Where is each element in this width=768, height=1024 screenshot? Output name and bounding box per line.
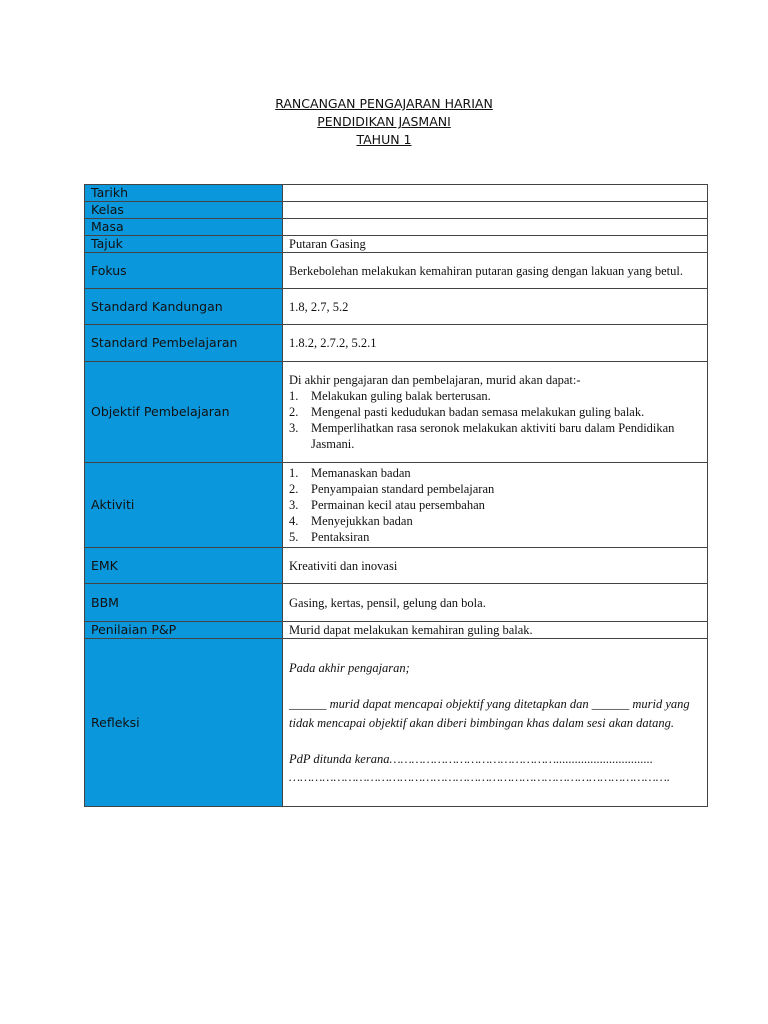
row-standard-kandungan [85,289,708,325]
value-bbm: Gasing, kertas, pensil, gelung dan bola. [283,584,708,622]
document-heading [0,95,768,149]
lesson-plan-table [84,184,708,807]
value-tarikh [283,185,708,202]
row-bbm [85,584,708,622]
list-item [289,388,701,404]
list-item [289,481,701,497]
list-item [289,420,701,452]
label-standard-pembelajaran: Standard Pembelajaran [85,325,283,362]
label-tajuk: Tajuk [85,236,283,253]
row-kelas [85,202,708,219]
value-aktiviti [283,463,708,548]
value-fokus: Berkebolehan melakukan kemahiran putaran gasing dengan lakuan yang betul. [283,253,708,289]
list-number: 3. [289,421,299,435]
value-masa [283,219,708,236]
value-kelas [283,202,708,219]
heading-year: TAHUN 1 [356,132,412,147]
label-refleksi: Refleksi [85,639,283,807]
row-refleksi [85,639,708,807]
value-refleksi [283,639,708,807]
label-bbm: BBM [85,584,283,622]
list-number: 2. [289,482,299,496]
list-number: 5. [289,530,299,544]
aktiviti-list [289,465,701,545]
value-penilaian: Murid dapat melakukan kemahiran guling balak. [283,622,708,639]
objektif-intro: Di akhir pengajaran dan pembelajaran, murid akan dapat:- [289,373,581,387]
list-text: Melakukan guling balak berterusan. [311,389,491,403]
value-tajuk: Putaran Gasing [283,236,708,253]
list-text: Mengenal pasti kedudukan badan semasa melakukan guling balak. [311,405,645,419]
value-standard-kandungan: 1.8, 2.7, 5.2 [283,289,708,325]
label-masa: Masa [85,219,283,236]
row-emk [85,548,708,584]
list-text: Pentaksiran [311,530,370,544]
value-emk: Kreativiti dan inovasi [283,548,708,584]
list-number: 4. [289,514,299,528]
row-aktiviti [85,463,708,548]
label-penilaian: Penilaian P&P [85,622,283,639]
list-item [289,465,701,481]
label-tarikh: Tarikh [85,185,283,202]
row-fokus [85,253,708,289]
label-standard-kandungan: Standard Kandungan [85,289,283,325]
objektif-list [289,388,701,452]
list-number: 1. [289,389,299,403]
label-aktiviti: Aktiviti [85,463,283,548]
label-emk: EMK [85,548,283,584]
value-objektif [283,362,708,463]
refleksi-line-4: …………………………………………………………………………………………. [289,770,671,784]
label-objektif: Objektif Pembelajaran [85,362,283,463]
list-number: 1. [289,466,299,480]
list-text: Permainan kecil atau persembahan [311,498,485,512]
list-text: Memperlihatkan rasa seronok melakukan aktiviti baru dalam Pendidikan Jasmani. [311,421,675,451]
refleksi-line-1: Pada akhir pengajaran; [289,661,410,675]
label-kelas: Kelas [85,202,283,219]
list-item [289,513,701,529]
row-masa [85,219,708,236]
list-text: Menyejukkan badan [311,514,413,528]
heading-title: RANCANGAN PENGAJARAN HARIAN [275,96,493,111]
refleksi-line-3: PdP ditunda kerana………………………………………............................... [289,752,654,766]
row-tarikh [85,185,708,202]
list-item [289,497,701,513]
list-number: 3. [289,498,299,512]
list-item [289,404,701,420]
list-number: 2. [289,405,299,419]
row-penilaian [85,622,708,639]
list-text: Memanaskan badan [311,466,411,480]
row-standard-pembelajaran [85,325,708,362]
list-item [289,529,701,545]
label-fokus: Fokus [85,253,283,289]
row-tajuk [85,236,708,253]
heading-subject: PENDIDIKAN JASMANI [317,114,451,129]
value-standard-pembelajaran: 1.8.2, 2.7.2, 5.2.1 [283,325,708,362]
list-text: Penyampaian standard pembelajaran [311,482,495,496]
refleksi-line-2: ______ murid dapat mencapai objektif yang ditetapkan dan ______ murid yang tidak mencapai objektif akan diberi bimbingan khas dalam sesi akan datang. [289,697,690,730]
row-objektif [85,362,708,463]
